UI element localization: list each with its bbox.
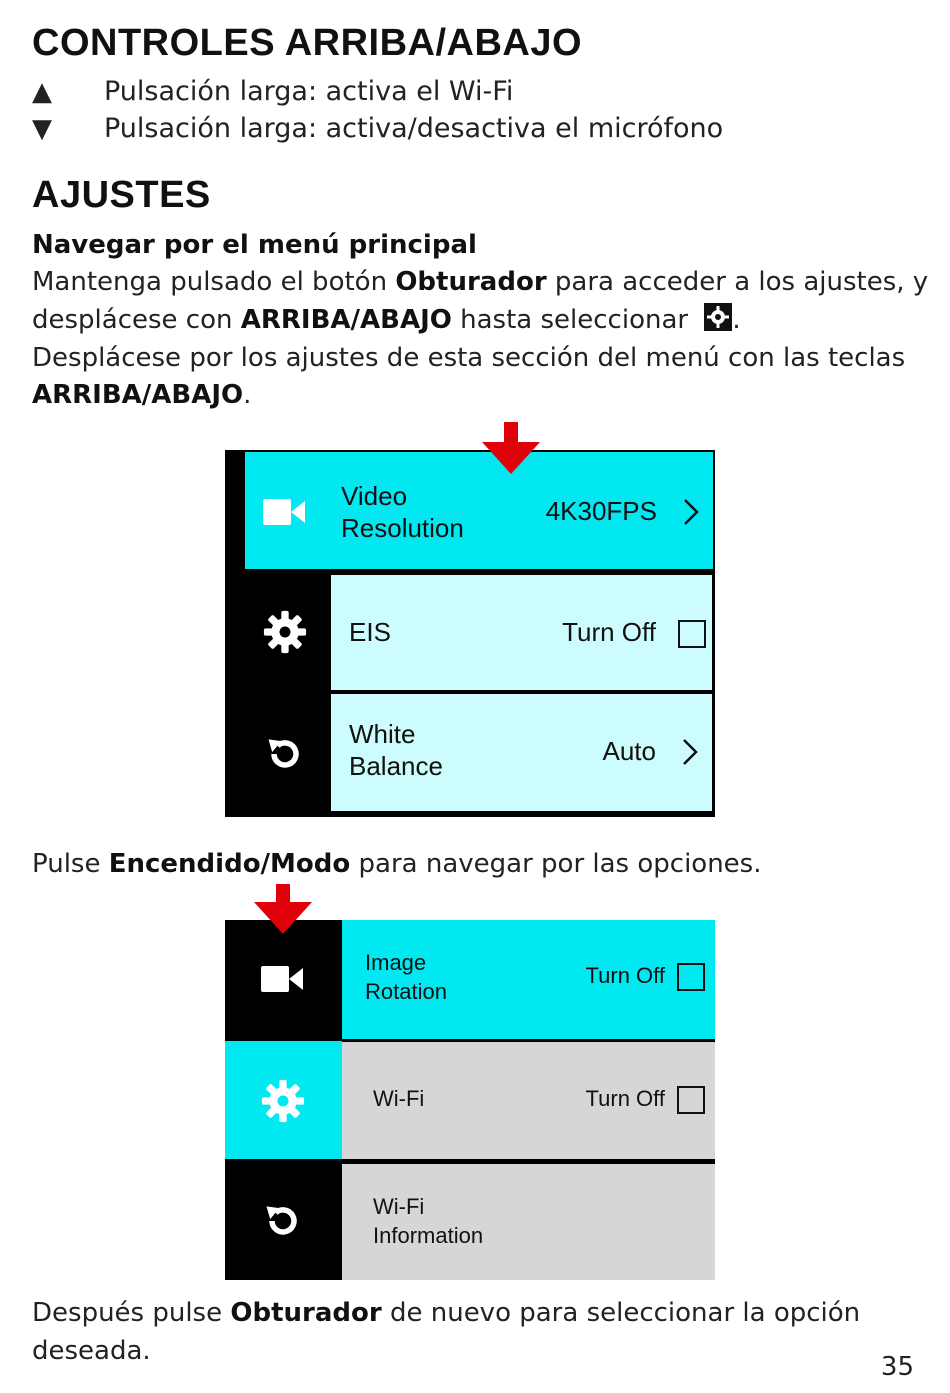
row-label: Image Rotation	[365, 950, 447, 1004]
text: hasta seleccionar	[451, 305, 697, 335]
checkbox-icon[interactable]	[678, 620, 706, 648]
row-panel	[342, 920, 715, 1039]
up-triangle-icon: ▲	[32, 77, 52, 107]
row-value: Turn Off	[585, 1086, 665, 1111]
section-title-settings: AJUSTES	[32, 174, 211, 216]
video-camera-icon	[263, 497, 307, 527]
checkbox-icon[interactable]	[677, 963, 705, 991]
red-down-arrow-icon	[482, 422, 540, 474]
menu-row-wifi-information[interactable]	[225, 1161, 715, 1280]
red-down-arrow-icon	[254, 884, 312, 934]
text: Después pulse	[32, 1298, 231, 1328]
settings-screen-2	[225, 920, 715, 1280]
replay-icon	[261, 1199, 305, 1243]
row-label: Video Resolution	[341, 481, 464, 543]
bullet-down-text: Pulsación larga: activa/desactiva el micrófono	[104, 113, 724, 144]
shutter-keyword: Obturador	[230, 1298, 382, 1328]
paragraph-line-3: Desplácese por los ajustes de esta sección del menú con las teclas	[32, 343, 906, 373]
row-panel	[331, 694, 712, 811]
paragraph-line-4	[32, 376, 251, 414]
chevron-right-icon	[682, 738, 698, 766]
text: Mantenga pulsado el botón	[32, 267, 396, 297]
subtitle-main-menu: Navegar por el menú principal	[32, 230, 477, 260]
section-title-up-down-controls: CONTROLES ARRIBA/ABAJO	[32, 22, 583, 64]
text: .	[732, 305, 741, 335]
video-camera-icon	[261, 964, 305, 994]
row-value: 4K30FPS	[545, 496, 657, 526]
text: para navegar por las opciones.	[350, 849, 762, 879]
chevron-right-icon	[683, 498, 699, 526]
menu-row-white-balance[interactable]	[225, 690, 715, 815]
row-panel	[331, 575, 712, 690]
text: Pulse	[32, 849, 109, 879]
row-label: White Balance	[349, 719, 443, 781]
down-triangle-icon: ▼	[32, 114, 52, 144]
row-panel	[342, 1042, 715, 1159]
bullet-down	[32, 113, 723, 144]
text: de nuevo para seleccionar la opción deseada.	[32, 1298, 861, 1366]
bullet-up-text: Pulsación larga: activa el Wi-Fi	[104, 76, 514, 107]
settings-gear-icon	[704, 303, 732, 331]
row-label: EIS	[349, 617, 391, 647]
text: .	[243, 380, 252, 410]
row-value: Auto	[602, 736, 656, 766]
power-mode-keyword: Encendido/Modo	[108, 849, 351, 879]
replay-icon	[263, 732, 307, 776]
menu-row-image-rotation[interactable]	[225, 920, 715, 1039]
menu-row-eis[interactable]	[225, 571, 715, 690]
row-label: Wi-Fi	[373, 1086, 425, 1111]
menu-row-wifi[interactable]	[225, 1039, 715, 1161]
up-down-keyword: ARRIBA/ABAJO	[32, 380, 244, 410]
bullet-up	[32, 76, 513, 107]
shutter-paragraph	[32, 1294, 950, 1370]
menu-row-video-resolution[interactable]	[245, 452, 713, 569]
power-mode-paragraph	[32, 845, 762, 883]
gear-icon	[261, 1079, 305, 1123]
shutter-keyword: Obturador	[395, 267, 547, 297]
page-number: 35	[880, 1352, 914, 1382]
gear-icon	[263, 610, 307, 654]
paragraph-line-1	[32, 263, 928, 301]
settings-screen-1	[225, 450, 715, 817]
row-label: Wi-Fi Information	[373, 1194, 484, 1248]
text: desplácese con	[32, 305, 241, 335]
paragraph-line-2	[32, 301, 741, 339]
row-panel	[342, 1164, 715, 1280]
text: para acceder a los ajustes, y	[546, 267, 929, 297]
row-value: Turn Off	[585, 963, 665, 988]
up-down-keyword: ARRIBA/ABAJO	[240, 305, 452, 335]
checkbox-icon[interactable]	[677, 1086, 705, 1114]
row-value: Turn Off	[562, 617, 656, 647]
